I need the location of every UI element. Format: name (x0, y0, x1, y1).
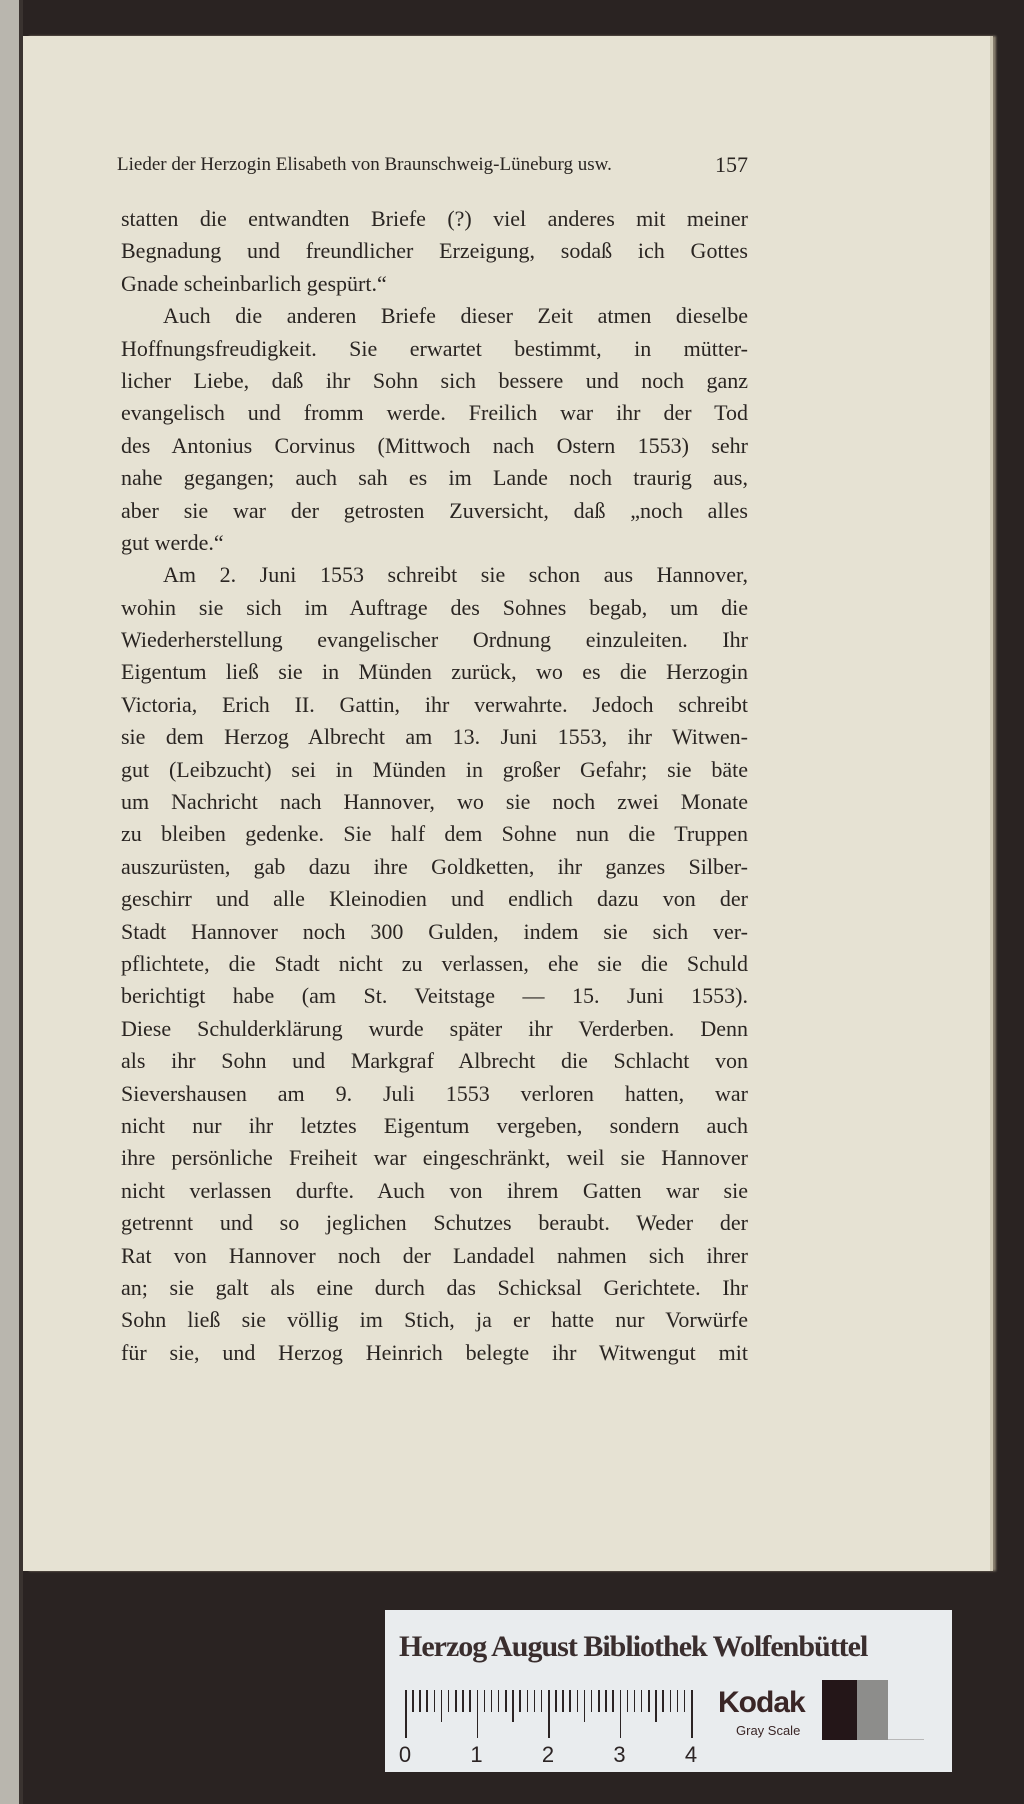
ruler-tick (448, 1690, 450, 1712)
text-line: um Nachricht nach Hannover, wo sie noch zwei Monate (121, 789, 748, 815)
text-line: Wiederherstellung evangelischer Ordnung einzuleiten. Ihr (121, 627, 748, 653)
text-line: für sie, und Herzog Heinrich belegte ihr Witwengut mit (121, 1339, 748, 1365)
scale-ruler (398, 1690, 698, 1770)
gray-scale-label: Gray Scale (736, 1723, 801, 1738)
ruler-tick (419, 1690, 421, 1712)
white-swatch-edge (888, 1739, 924, 1740)
text-line: als ihr Sohn und Markgraf Albrecht die Schlacht von (121, 1048, 748, 1074)
ruler-tick (591, 1690, 593, 1712)
ruler-tick (620, 1690, 622, 1738)
page-number: 157 (715, 152, 748, 177)
text-line: Gnade scheinbarlich gespürt.“ (121, 270, 387, 296)
text-line: Stadt Hannover noch 300 Gulden, indem sie sich ver- (121, 918, 748, 944)
ruler-tick (512, 1690, 514, 1722)
ruler-number: 2 (541, 1742, 555, 1767)
ruler-tick (655, 1690, 657, 1722)
ruler-tick (648, 1690, 650, 1712)
text-line: gut (Leibzucht) sei in Münden in großer Gefahr; sie bäte (121, 756, 748, 782)
text-line: Sievershausen am 9. Juli 1553 verloren hatten, war (121, 1080, 748, 1106)
ruler-tick (484, 1690, 486, 1712)
ruler-tick (519, 1690, 521, 1712)
ruler-tick (477, 1690, 479, 1738)
text-line: nicht nur ihr letztes Eigentum vergeben, sondern auch (121, 1112, 748, 1138)
text-line: Auch die anderen Briefe dieser Zeit atmen dieselbe (163, 303, 748, 329)
text-line: nahe gegangen; auch sah es im Lande noch traurig aus, (121, 465, 748, 491)
text-line: nicht verlassen durfte. Auch von ihrem Gatten war sie (121, 1177, 748, 1203)
ruler-tick (634, 1690, 636, 1712)
text-line: pflichtete, die Stadt nicht zu verlassen, ehe sie die Schuld (121, 950, 748, 976)
kodak-logo: Kodak (718, 1686, 805, 1719)
ruler-tick (562, 1690, 564, 1712)
text-line: Rat von Hannover noch der Landadel nahmen sich ihrer (121, 1242, 748, 1268)
text-line: Sohn ließ sie völlig im Stich, ja er hatte nur Vorwürfe (121, 1307, 748, 1333)
ruler-tick (412, 1690, 414, 1712)
library-name: Herzog August Bibliothek Wolfenbüttel (399, 1630, 868, 1663)
running-header (117, 152, 748, 178)
ruler-tick (491, 1690, 493, 1712)
black-swatch (822, 1680, 857, 1740)
ruler-tick (527, 1690, 529, 1712)
ruler-tick (426, 1690, 428, 1712)
ruler-tick (505, 1690, 507, 1712)
text-line: an; sie galt als eine durch das Schicksal Gerichtete. Ihr (121, 1274, 748, 1300)
text-line: geschirr und alle Kleinodien und endlich dazu von der (121, 886, 748, 912)
ruler-tick (684, 1690, 686, 1712)
ruler-tick (548, 1690, 550, 1738)
text-line: des Antonius Corvinus (Mittwoch nach Ostern 1553) sehr (121, 432, 748, 458)
text-line: wohin sie sich im Auftrage des Sohnes begab, um die (121, 594, 748, 620)
ruler-tick (670, 1690, 672, 1712)
ruler-tick (662, 1690, 664, 1712)
text-line: licher Liebe, daß ihr Sohn sich bessere und noch ganz (121, 367, 748, 393)
text-line: Eigentum ließ sie in Münden zurück, wo es die Herzogin (121, 659, 748, 685)
ruler-tick (569, 1690, 571, 1712)
ruler-number: 0 (398, 1742, 412, 1767)
ruler-tick (455, 1690, 457, 1712)
text-line: Victoria, Erich II. Gattin, ihr verwahrte. Jedoch schreibt (121, 691, 748, 717)
running-head-title: Lieder der Herzogin Elisabeth von Braunschweig-Lüneburg usw. (117, 154, 612, 175)
text-line: sie dem Herzog Albrecht am 13. Juni 1553, ihr Witwen- (121, 724, 748, 750)
ruler-tick (534, 1690, 536, 1712)
text-line: Hoffnungsfreudigkeit. Sie erwartet bestimmt, in mütter- (121, 335, 748, 361)
ruler-number: 1 (470, 1742, 483, 1767)
ruler-tick (469, 1690, 471, 1712)
ruler-tick (584, 1690, 586, 1722)
ruler-tick (441, 1690, 443, 1722)
ruler-tick (555, 1690, 557, 1712)
ruler-tick (498, 1690, 500, 1712)
ruler-tick (405, 1690, 407, 1738)
ruler-tick (641, 1690, 643, 1712)
gray-swatch (857, 1680, 888, 1740)
text-line: statten die entwandten Briefe (?) viel anderes mit meiner (121, 206, 748, 231)
color-calibration-card (385, 1610, 952, 1772)
ruler-tick (627, 1690, 629, 1712)
ruler-tick (462, 1690, 464, 1712)
text-line: Am 2. Juni 1553 schreibt sie schon aus Hannover, (163, 562, 748, 588)
text-line: Diese Schulderklärung wurde später ihr Verderben. Denn (121, 1015, 748, 1041)
text-line: getrennt und so jeglichen Schutzes beraubt. Weder der (121, 1210, 748, 1236)
text-line: gut werde.“ (121, 529, 224, 555)
text-line: Begnadung und freundlicher Erzeigung, sodaß ich Gottes (121, 238, 748, 264)
ruler-number: 3 (613, 1742, 626, 1767)
text-line: ihre persönliche Freiheit war eingeschränkt, weil sie Hannover (121, 1145, 748, 1171)
ruler-number: 4 (684, 1742, 698, 1767)
ruler-tick (612, 1690, 614, 1712)
ruler-tick (577, 1690, 579, 1712)
text-line: zu bleiben gedenke. Sie half dem Sohne nun die Truppen (121, 821, 748, 847)
page-body-text (121, 203, 748, 1369)
ruler-tick (605, 1690, 607, 1712)
adjacent-page-edge (0, 0, 19, 1804)
text-line: berichtigt habe (am St. Veitstage — 15. Juni 1553). (121, 983, 748, 1009)
ruler-tick (691, 1690, 693, 1738)
ruler-tick (598, 1690, 600, 1712)
ruler-tick (677, 1690, 679, 1712)
ruler-tick (434, 1690, 436, 1712)
ruler-tick (541, 1690, 543, 1712)
text-line: evangelisch und fromm werde. Freilich war ihr der Tod (121, 400, 748, 426)
text-line: auszurüsten, gab dazu ihre Goldketten, ihr ganzes Silber- (121, 853, 748, 879)
text-line: aber sie war der getrosten Zuversicht, daß „noch alles (121, 497, 748, 523)
